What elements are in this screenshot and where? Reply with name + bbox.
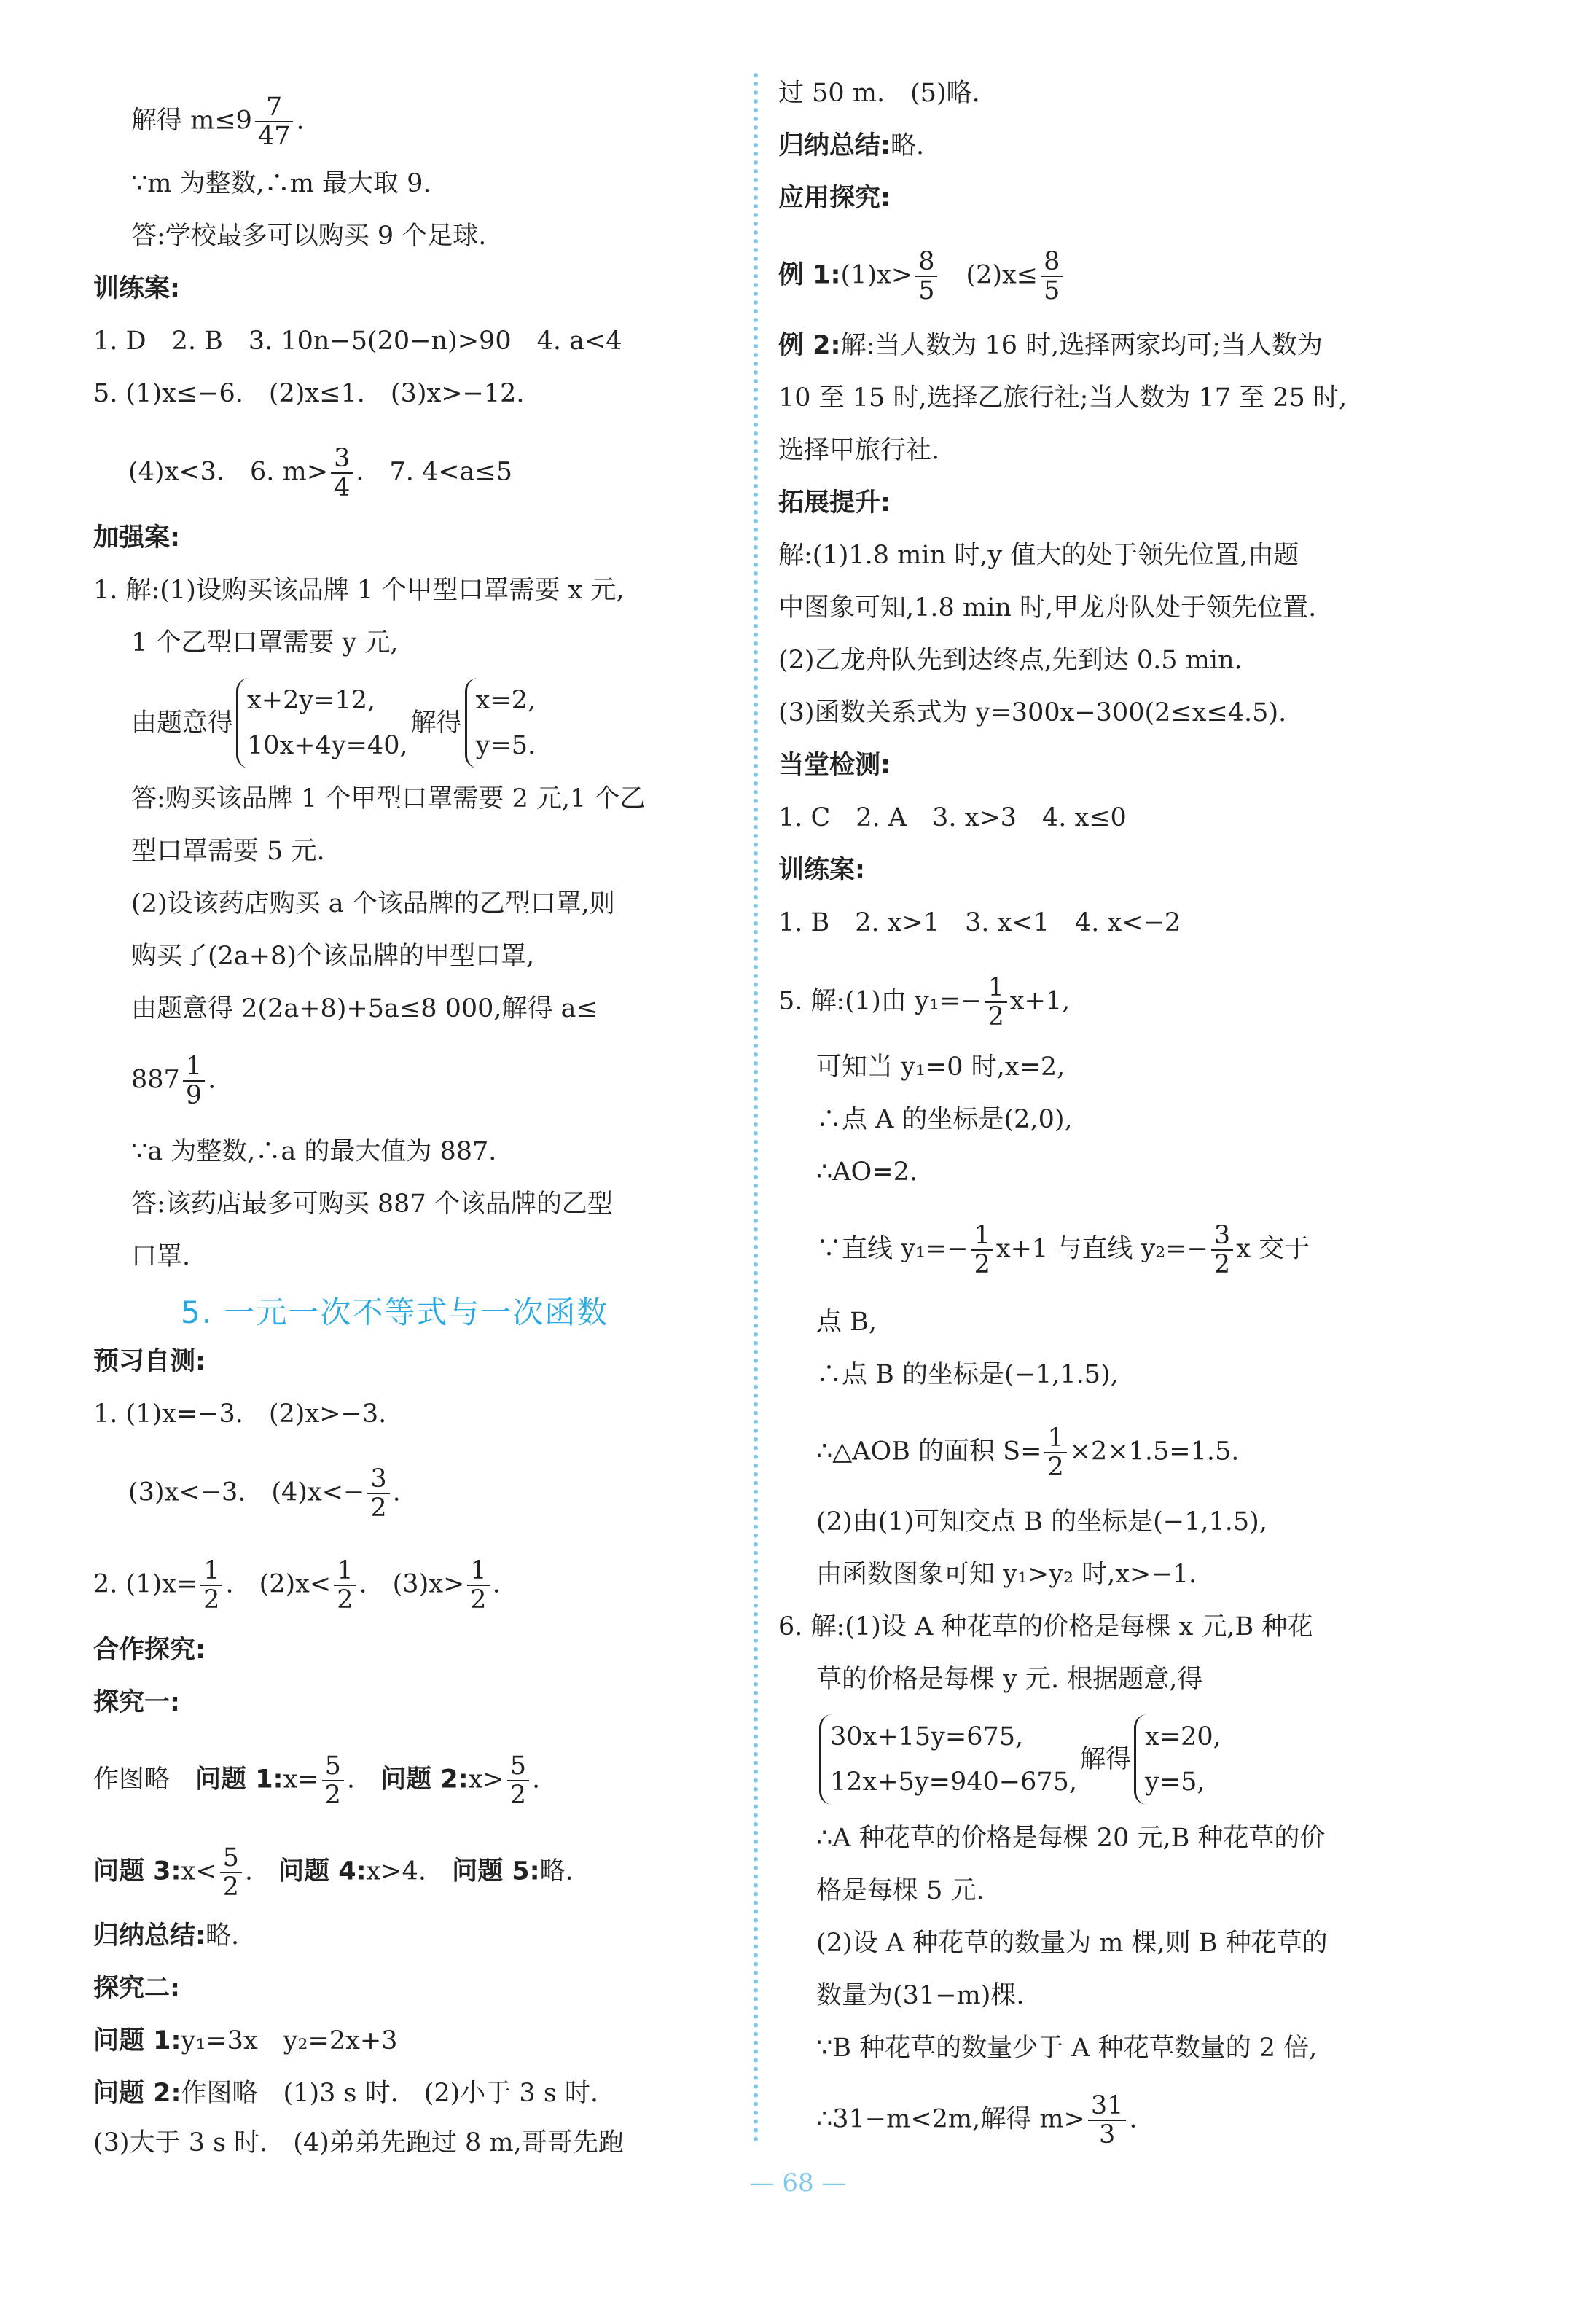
text-line: 型口罩需要 5 元. xyxy=(131,837,325,866)
section-title: 5. 一元一次不等式与一次函数 xyxy=(181,1294,609,1330)
text-line: 例 1:(1)x> $\frac{8}{5}$ (2)x≤ $\frac{8}{5}$ xyxy=(778,248,1065,305)
equation-system-line: 由题意得 x+2y=12, 10x+4y=40, 解得 x=2, y=5. xyxy=(131,678,539,768)
text-line: 解:(1)1.8 min 时,y 值大的处于领先位置,由题 xyxy=(778,541,1299,570)
text-line: 1. C 2. A 3. x>3 4. x≤0 xyxy=(778,803,1127,832)
fraction: $\frac{3}{2}$ xyxy=(367,1465,389,1522)
text-line: ∵a 为整数,∴a 的最大值为 887. xyxy=(131,1137,497,1166)
text-line: (3)大于 3 s 时. (4)弟弟先跑过 8 m,哥哥先跑 xyxy=(93,2128,624,2157)
fraction: $\frac{5}{2}$ xyxy=(220,1844,242,1901)
text-line: (3)x<−3. (4)x<− $\frac{3}{2}$ . xyxy=(128,1464,401,1523)
text-line: 口罩. xyxy=(131,1242,191,1271)
heading-cooperative: 合作探究: xyxy=(93,1636,206,1665)
text-line: 5. 解:(1)由 y₁=− $\frac{1}{2}$ x+1, xyxy=(778,973,1071,1031)
heading-check: 当堂检测: xyxy=(778,751,891,780)
text-line: ∴点 A 的坐标是(2,0), xyxy=(816,1105,1073,1134)
text-line: 归纳总结:略. xyxy=(778,131,925,160)
text-line: 数量为(31−m)棵. xyxy=(816,1981,1025,2010)
fraction: $\frac{5}{2}$ xyxy=(322,1752,344,1809)
text-line: ∵直线 y₁=− $\frac{1}{2}$ x+1 与直线 y₂=− $\frac{3}{2}$ x 交于 xyxy=(816,1221,1310,1279)
text-line: 例 2:解:当人数为 16 时,选择两家均可;当人数为 xyxy=(778,331,1323,360)
text-line: ∵B 种花草的数量少于 A 种花草数量的 2 倍, xyxy=(816,2034,1318,2063)
text-line: 1. (1)x=−3. (2)x>−3. xyxy=(93,1399,387,1429)
heading-apply: 应用探究: xyxy=(778,184,891,213)
text-line: ∴△AOB 的面积 S= $\frac{1}{2}$ ×2×1.5=1.5. xyxy=(816,1423,1240,1482)
heading-explore-1: 探究一: xyxy=(93,1688,180,1717)
text-line: (2)设 A 种花草的数量为 m 棵,则 B 种花草的 xyxy=(816,1929,1328,1958)
text-line: 答:该药店最多可购买 887 个该品牌的乙型 xyxy=(131,1190,613,1219)
heading-train-2: 训练案: xyxy=(778,856,865,885)
text-line: (2)乙龙舟队先到达终点,先到达 0.5 min. xyxy=(778,646,1243,675)
fraction: $\frac{1}{2}$ xyxy=(1044,1424,1066,1481)
fraction: $\frac{1}{2}$ xyxy=(971,1222,993,1278)
text-line: ∴31−m<2m,解得 m> $\frac{31}{3}$ . xyxy=(816,2091,1138,2149)
text-line: 6. 解:(1)设 A 种花草的价格是每棵 x 元,B 种花 xyxy=(778,1612,1313,1641)
text-line: (4)x<3. 6. m> $\frac{3}{4}$ . 7. 4<a≤5 xyxy=(128,444,513,502)
text-line: ∴A 种花草的价格是每棵 20 元,B 种花草的价 xyxy=(816,1824,1326,1853)
equation-system: 30x+15y=675, 12x+5y=940−675, xyxy=(819,1714,1077,1805)
text-line: 1. D 2. B 3. 10n−5(20−n)>90 4. a<4 xyxy=(93,327,622,356)
text-line: 选择甲旅行社. xyxy=(778,436,940,465)
fraction: $\frac{7}{47}$ xyxy=(255,93,294,150)
text-line: 由函数图象可知 y₁>y₂ 时,x>−1. xyxy=(816,1560,1197,1589)
heading-strengthen: 加强案: xyxy=(93,523,180,552)
text-line: 10 至 15 时,选择乙旅行社;当人数为 17 至 25 时, xyxy=(778,383,1347,413)
fraction: $\frac{8}{5}$ xyxy=(915,248,937,305)
solution-system: x=2, y=5. xyxy=(465,678,536,768)
text-line: 问题 2:作图略 (1)3 s 时. (2)小于 3 s 时. xyxy=(93,2079,599,2108)
text-line: ∴AO=2. xyxy=(816,1157,918,1187)
fraction: $\frac{1}{2}$ xyxy=(985,974,1006,1031)
heading-explore-2: 探究二: xyxy=(93,1974,180,2003)
equation-system: x+2y=12, 10x+4y=40, xyxy=(236,678,408,768)
solution-system: x=20, y=5, xyxy=(1134,1714,1221,1805)
fraction: $\frac{3}{2}$ xyxy=(1211,1222,1233,1278)
text-line: (3)函数关系式为 y=300x−300(2≤x≤4.5). xyxy=(778,698,1287,727)
fraction: $\frac{1}{2}$ xyxy=(467,1557,489,1614)
text-line: 2. (1)x= $\frac{1}{2}$ . (2)x< $\frac{1}{2}$ . (3)x> $\frac{1}{2}$ . xyxy=(93,1556,501,1614)
text-line: 答:购买该品牌 1 个甲型口罩需要 2 元,1 个乙 xyxy=(131,784,646,813)
text-line: 问题 3:x< $\frac{5}{2}$ . 问题 4:x>4. 问题 5:略. xyxy=(93,1843,574,1902)
text-line: (2)由(1)可知交点 B 的坐标是(−1,1.5), xyxy=(816,1507,1267,1536)
text-line: (2)设该药店购买 a 个该品牌的乙型口罩,则 xyxy=(131,889,615,918)
text-line: ∵m 为整数,∴m 最大取 9. xyxy=(131,169,431,198)
heading-preview: 预习自测: xyxy=(93,1347,206,1376)
text-line: 1. B 2. x>1 3. x<1 4. x<−2 xyxy=(778,908,1181,937)
page-number: — 68 — xyxy=(749,2168,847,2198)
text-line: 由题意得 2(2a+8)+5a≤8 000,解得 a≤ xyxy=(131,994,598,1023)
text-line: 1. 解:(1)设购买该品牌 1 个甲型口罩需要 x 元, xyxy=(93,576,625,605)
equation-system-line: 30x+15y=675, 12x+5y=940−675, 解得 x=20, y=5, xyxy=(816,1714,1224,1805)
text-line: ∴点 B 的坐标是(−1,1.5), xyxy=(816,1360,1119,1389)
fraction: $\frac{5}{2}$ xyxy=(507,1752,529,1809)
text-line: 草的价格是每棵 y 元. 根据题意,得 xyxy=(816,1665,1203,1694)
text-line: 点 B, xyxy=(816,1308,877,1337)
text-line: 1 个乙型口罩需要 y 元, xyxy=(131,628,399,657)
text-line: 过 50 m. (5)略. xyxy=(778,79,980,108)
text-line: 答:学校最多可以购买 9 个足球. xyxy=(131,222,487,251)
text-line: 格是每棵 5 元. xyxy=(816,1876,985,1905)
heading-extend: 拓展提升: xyxy=(778,488,891,518)
text-line: 购买了(2a+8)个该品牌的甲型口罩, xyxy=(131,942,535,971)
fraction: $\frac{31}{3}$ xyxy=(1088,2092,1127,2149)
column-divider xyxy=(754,73,758,2143)
fraction: $\frac{1}{2}$ xyxy=(200,1557,222,1614)
fraction: $\frac{1}{2}$ xyxy=(334,1557,356,1614)
text-line: 887 $\frac{1}{9}$ . xyxy=(131,1052,216,1110)
text-line: 解得 m≤9 $\frac{7}{47}$ . xyxy=(131,93,305,151)
fraction: $\frac{8}{5}$ xyxy=(1041,248,1063,305)
text-line: 作图略 问题 1:x= $\frac{5}{2}$ . 问题 2:x> $\frac{5}{2}$ . xyxy=(93,1751,541,1810)
text-line: 5. (1)x≤−6. (2)x≤1. (3)x>−12. xyxy=(93,379,525,408)
text-line: 中图象可知,1.8 min 时,甲龙舟队处于领先位置. xyxy=(778,593,1317,622)
text-line: 归纳总结:略. xyxy=(93,1921,240,1950)
fraction: $\frac{3}{4}$ xyxy=(331,445,353,501)
heading-train: 训练案: xyxy=(93,274,180,303)
text-line: 可知当 y₁=0 时,x=2, xyxy=(816,1052,1065,1082)
text-line: 问题 1:y₁=3x y₂=2x+3 xyxy=(93,2026,398,2055)
fraction: $\frac{1}{9}$ xyxy=(183,1052,205,1109)
